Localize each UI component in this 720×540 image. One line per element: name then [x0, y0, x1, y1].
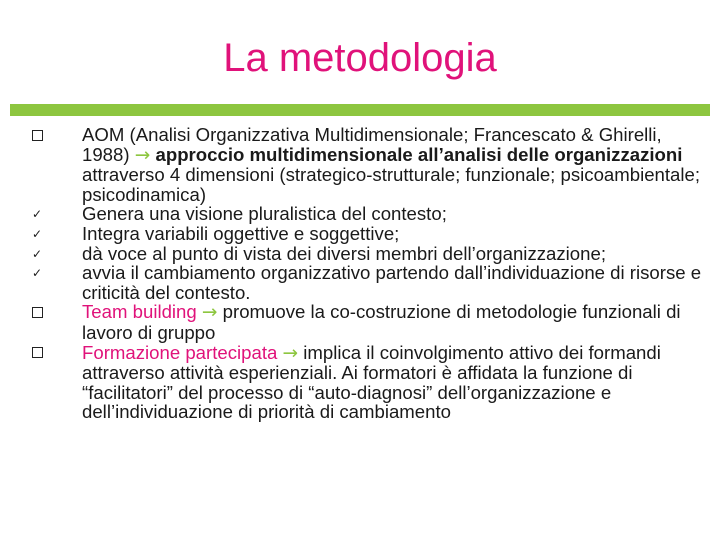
- square-bullet-icon: [26, 303, 48, 323]
- item-text: Genera una visione pluralistica del contesto;: [82, 203, 447, 225]
- item-lead-text: AOM (Analisi Organizzativa Multidimensionale; Francescato & Ghirelli, 1988): [82, 124, 662, 165]
- item-text: dà voce al punto di vista dei diversi membri dell’organizzazione;: [82, 242, 606, 264]
- check-icon: ✓: [31, 207, 43, 222]
- slide-title: La metodologia: [223, 36, 497, 80]
- item-text: attraverso 4 dimensioni (strategico-strutturale; funzionale; psicoambientale; psicodinamica): [82, 164, 701, 205]
- list-item: [22, 263, 712, 302]
- list-item: [22, 125, 712, 204]
- item-text: implica il coinvolgimento attivo dei formandi attraverso attività esperienziali. Ai formatori è affidata la funzione di “facilitatori” del processo di “auto-diagnosi” dell’organizzazione e dell’individuazione di priorità di cambiamento: [82, 341, 661, 423]
- item-accent-text: Formazione partecipata: [82, 341, 278, 363]
- item-text: promuove la co-costruzione di metodologie funzionali di lavoro di gruppo: [82, 301, 681, 343]
- arrow-right-icon: →: [282, 342, 299, 364]
- square-bullet-icon: [26, 344, 48, 364]
- check-icon: ✓: [31, 266, 43, 281]
- list-item: [22, 224, 712, 244]
- title-divider: [10, 104, 710, 116]
- arrow-right-icon: →: [134, 144, 151, 166]
- bullet-list: [22, 125, 712, 422]
- list-item: [22, 302, 712, 342]
- list-item: [22, 244, 712, 264]
- item-text: Integra variabili oggettive e soggettive;: [82, 222, 400, 244]
- item-text: avvia il cambiamento organizzativo partendo dall’individuazione di risorse e criticità del contesto.: [82, 262, 702, 303]
- list-item: [22, 343, 712, 422]
- check-icon: ✓: [31, 226, 43, 241]
- square-bullet-icon: [26, 126, 48, 146]
- item-accent-text: Team building: [82, 301, 197, 323]
- list-item: [22, 204, 712, 224]
- item-bold-text: approccio multidimensionale all’analisi delle organizzazioni: [155, 143, 683, 165]
- check-icon: ✓: [31, 246, 43, 261]
- arrow-right-icon: →: [201, 302, 218, 324]
